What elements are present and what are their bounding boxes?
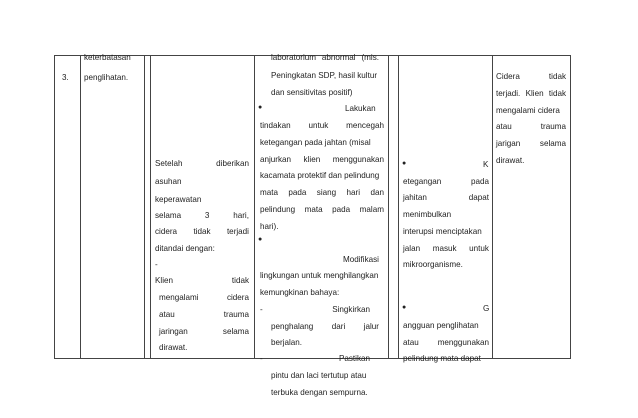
- text-word: tidak: [548, 72, 566, 81]
- text-line: [403, 174, 489, 190]
- text-word: Peningkatan SDP, hasil kultur: [271, 71, 378, 80]
- text-word: laboratorium: [271, 53, 316, 62]
- diagnosis-text: penglihatan.: [84, 73, 129, 82]
- text-line: [343, 252, 379, 268]
- number-cell: [55, 56, 81, 359]
- text-line: [260, 185, 384, 201]
- text-word: dan sensitivitas positif): [271, 88, 353, 97]
- text-word: ketegangan pada jahtan (misal: [260, 138, 371, 147]
- text-line: [496, 153, 524, 169]
- text-word: masuk: [432, 244, 457, 253]
- text-word: tindakan: [260, 121, 291, 130]
- text-word: Setelah: [155, 159, 183, 168]
- text-word: asuhan: [155, 177, 182, 186]
- text-word: tidak: [548, 89, 566, 98]
- text-word: mata: [304, 205, 323, 214]
- text-word: dapat: [468, 193, 489, 202]
- text-word: terbuka dengan sempurna.: [271, 388, 368, 397]
- text-line: [496, 86, 566, 102]
- text-word: atau: [403, 338, 419, 347]
- text-word: trauma: [223, 310, 249, 319]
- text-word: mencegah: [346, 121, 384, 130]
- bullet-icon: ●: [402, 160, 407, 167]
- text-line: [155, 208, 249, 224]
- text-line: [403, 257, 463, 273]
- text-word: tidak: [193, 227, 211, 236]
- text-line: [496, 136, 566, 152]
- bullet-icon: ●: [258, 236, 263, 243]
- text-line: [159, 324, 249, 340]
- text-word: pada: [332, 205, 351, 214]
- text-word: pelindung mata dapat: [403, 354, 481, 363]
- text-word: trauma: [540, 122, 566, 131]
- text-word: hari).: [260, 222, 279, 231]
- text-word: cidera: [226, 293, 249, 302]
- bullet-icon: ●: [258, 104, 263, 111]
- intervention-cell: [255, 53, 389, 397]
- text-line: [260, 152, 384, 168]
- text-word: hari,: [233, 211, 249, 220]
- text-line: [260, 202, 384, 218]
- text-line: [271, 335, 302, 351]
- text-word: interupsi menciptakan: [403, 227, 482, 236]
- text-word: jalan: [403, 244, 421, 253]
- text-word: mikroorganisme.: [403, 260, 463, 269]
- text-word: -: [260, 354, 263, 363]
- text-word: keperawatan: [155, 195, 202, 204]
- text-word: penghalang: [271, 322, 314, 331]
- text-word: hari: [346, 188, 361, 197]
- text-line: [155, 156, 249, 172]
- text-word: atau: [159, 310, 175, 319]
- text-word: pada: [288, 188, 307, 197]
- text-line: [271, 68, 377, 84]
- text-word: -: [155, 260, 158, 269]
- text-line: [155, 174, 182, 190]
- text-word: menggunakan: [437, 338, 489, 347]
- text-word: mengalami: [159, 293, 199, 302]
- text-line: [403, 241, 489, 257]
- text-line: [260, 302, 370, 318]
- text-word: pintu dan laci tertutup atau: [271, 371, 367, 380]
- diagnosis-cell: [81, 53, 145, 359]
- text-line: [155, 192, 201, 208]
- text-word: selama: [155, 211, 182, 220]
- text-line: [496, 103, 560, 119]
- text-line: [155, 273, 249, 289]
- text-line: [260, 285, 339, 301]
- text-word: jarigan: [496, 139, 521, 148]
- evaluation-cell: [493, 56, 571, 359]
- text-word: pelindung: [260, 205, 296, 214]
- text-line: [260, 351, 370, 367]
- text-word: (mis.: [361, 53, 379, 62]
- nursing-care-table: [54, 53, 571, 397]
- text-line: [271, 50, 379, 66]
- text-word: jaringan: [159, 327, 188, 336]
- text-line: [159, 307, 249, 323]
- text-line: [271, 319, 379, 335]
- text-word: klien: [303, 155, 321, 164]
- text-line: [403, 351, 481, 367]
- text-word: Modifikasi: [343, 255, 379, 264]
- empty-cell: [145, 56, 151, 359]
- text-line: [345, 101, 376, 117]
- text-word: dirawat.: [159, 343, 188, 352]
- text-line: [403, 207, 451, 223]
- text-line: [271, 368, 366, 384]
- text-word: dirawat.: [496, 156, 525, 165]
- text-word: Lakukan: [345, 104, 376, 113]
- text-word: Klien: [155, 276, 173, 285]
- text-line: [260, 135, 371, 151]
- text-word: etegangan: [403, 177, 442, 186]
- text-line: [155, 257, 158, 273]
- text-line: [260, 168, 379, 184]
- text-word: untuk: [308, 121, 329, 130]
- text-word: Singkirkan: [332, 305, 370, 314]
- text-line: [271, 85, 352, 101]
- text-word: 3: [204, 211, 210, 220]
- text-word: lingkungan untuk menghilangkan: [260, 271, 379, 280]
- text-line: [403, 335, 489, 351]
- bullet-icon: ●: [402, 304, 407, 311]
- text-line: [155, 224, 249, 240]
- text-word: berjalan.: [271, 338, 303, 347]
- text-line: [155, 241, 215, 257]
- text-word: mata: [260, 188, 278, 197]
- text-word: G: [483, 304, 490, 313]
- text-word: malam: [359, 205, 384, 214]
- text-line: [403, 318, 479, 334]
- text-word: -: [260, 305, 263, 314]
- text-word: menimbulkan: [403, 210, 452, 219]
- text-line: [483, 157, 488, 173]
- text-word: pada: [470, 177, 489, 186]
- text-word: jalur: [363, 322, 379, 331]
- text-line: [260, 268, 378, 284]
- text-line: [496, 119, 566, 135]
- text-word: dari: [331, 322, 346, 331]
- text-word: K: [483, 160, 489, 169]
- text-line: [483, 301, 489, 317]
- text-word: menggunakan: [332, 155, 384, 164]
- text-line: [403, 190, 489, 206]
- text-word: ditandai dengan:: [155, 244, 215, 253]
- text-line: [260, 219, 278, 235]
- text-word: siang: [316, 188, 337, 197]
- goal-cell: [151, 56, 255, 359]
- text-word: selama: [222, 327, 249, 336]
- diagnosis-text: keterbatasan: [84, 53, 131, 62]
- text-word: abnormal: [321, 53, 356, 62]
- text-line: [271, 385, 368, 401]
- text-word: terjadi: [226, 227, 249, 236]
- text-word: angguan penglihatan: [403, 321, 479, 330]
- text-word: diberikan: [216, 159, 249, 168]
- text-word: untuk: [469, 244, 489, 253]
- text-line: [260, 118, 384, 134]
- text-word: atau: [496, 122, 512, 131]
- text-word: tidak: [231, 276, 249, 285]
- text-word: Pastikan: [338, 354, 370, 363]
- text-word: Klien: [525, 89, 544, 98]
- row-number: 3.: [62, 73, 69, 82]
- text-line: [159, 340, 187, 356]
- text-word: dan: [370, 188, 384, 197]
- text-word: jahitan: [403, 193, 427, 202]
- rationale-cell: [399, 56, 493, 363]
- table-row: [55, 56, 571, 359]
- text-word: cidera: [155, 227, 178, 236]
- text-line: [403, 224, 482, 240]
- text-line: [159, 290, 249, 306]
- text-word: Cidera: [496, 72, 520, 81]
- text-line: [496, 69, 566, 85]
- text-word: anjurkan: [260, 155, 292, 164]
- text-word: kacamata protektif dan pelindung: [260, 171, 380, 180]
- empty-cell: [389, 56, 399, 359]
- text-word: terjadi.: [496, 89, 521, 98]
- text-word: mengalami cidera: [496, 106, 560, 115]
- text-word: kemungkinan bahaya:: [260, 288, 340, 297]
- text-word: selama: [539, 139, 566, 148]
